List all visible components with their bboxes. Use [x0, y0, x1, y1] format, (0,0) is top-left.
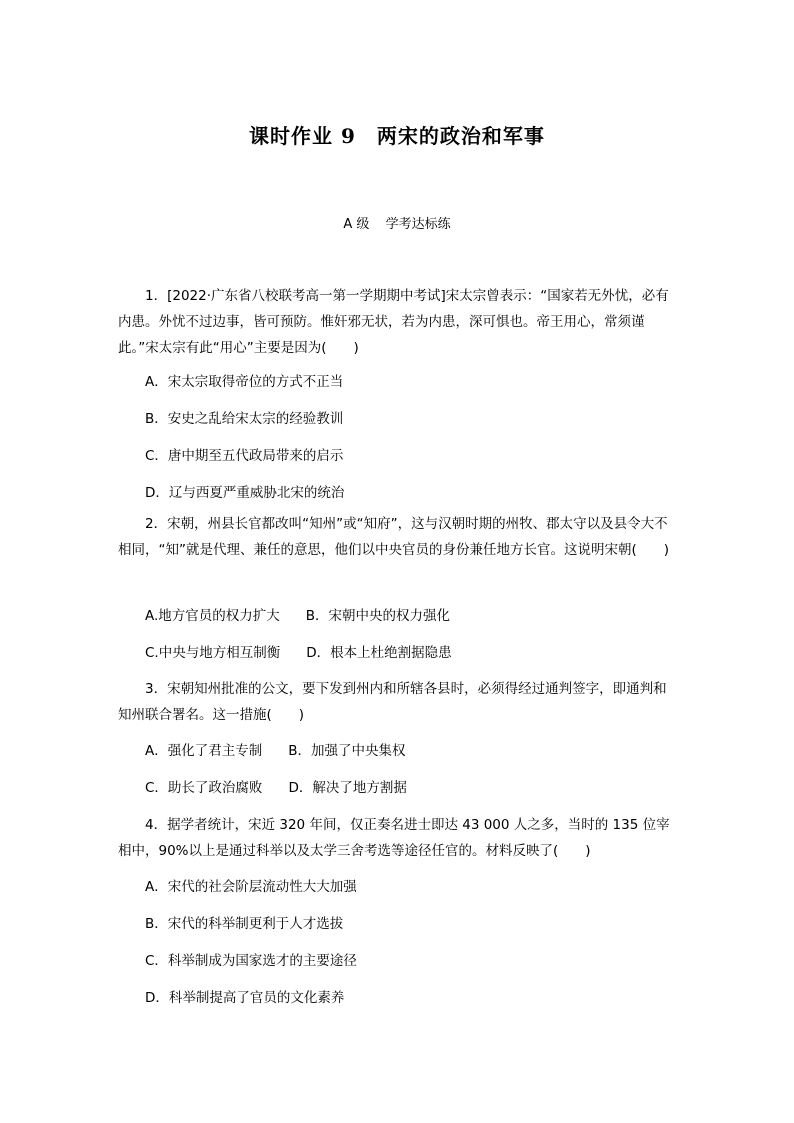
section-name: 学考达标练: [385, 217, 451, 232]
question-1-option-a: A．宋太宗取得帝位的方式不正当: [145, 374, 344, 390]
page-title: 课时作业 9 两宋的政治和军事: [249, 124, 545, 148]
question-1-text: 1．[2022·广东省八校联考高一第一学期期中考试]宋太宗曾表示：“国家若无外忧，必有内患。外忧不过边事，皆可预防。惟奸邪无状，若为内患，深可惧也。帝王用心，常须谨此。”宋太宗有此“用心”主要是因为( ): [118, 288, 669, 356]
question-2-option-a: A.地方官员的权力扩大: [145, 608, 280, 624]
question-3-option-d: D．解决了地方割据: [288, 780, 407, 796]
question-3-option-a: A．强化了君主专制: [145, 743, 263, 759]
question-3-option-b: B．加强了中央集权: [288, 743, 406, 759]
section-heading: [0, 213, 794, 232]
question-4-option-a: A．宋代的社会阶层流动性大大加强: [145, 879, 357, 895]
question-2-option-d: D．根本上杜绝割据隐患: [306, 645, 452, 661]
question-4-text: 4．据学者统计，宋近 320 年间，仅正奏名进士即达 43 000 人之多，当时的 135 位宰相中，90%以上是通过科举以及太学三舍考选等途径任官的。材料反映了( ): [118, 817, 670, 859]
question-2-options-row-1: [145, 606, 450, 626]
question-3-option-c: C．助长了政治腐败: [145, 780, 263, 796]
question-3-text: 3．宋朝知州批准的公文，要下发到州内和所辖各县时，必须得经过通判签字，即通判和知州联合署名。这一措施( ): [118, 681, 667, 723]
question-3-options-row-2: [145, 778, 407, 798]
question-1-option-b: B．安史之乱给宋太宗的经验教训: [145, 411, 344, 427]
section-level: A 级: [343, 217, 370, 232]
question-1-option-c: C．唐中期至五代政局带来的启示: [145, 448, 344, 464]
question-2-option-c: C.中央与地方相互制衡: [145, 645, 281, 661]
question-4-option-d: D．科举制提高了官员的文化素养: [145, 990, 345, 1006]
question-4-option-b: B．宋代的科举制更利于人才选拔: [145, 916, 344, 932]
question-2-options-row-2: [145, 643, 452, 663]
question-3-options-row-1: [145, 741, 406, 761]
question-1-option-d: D．辽与西夏严重威胁北宋的统治: [145, 485, 345, 501]
question-2-option-b: B．宋朝中央的权力强化: [305, 608, 451, 624]
question-2-text: 2．宋朝，州县长官都改叫“知州”或“知府”，这与汉朝时期的州牧、郡太守以及县令大不相同，“知”就是代理、兼任的意思，他们以中央官员的身份兼任地方长官。这说明宋朝( ): [118, 516, 670, 558]
question-4-option-c: C．科举制成为国家选才的主要途径: [145, 953, 357, 969]
